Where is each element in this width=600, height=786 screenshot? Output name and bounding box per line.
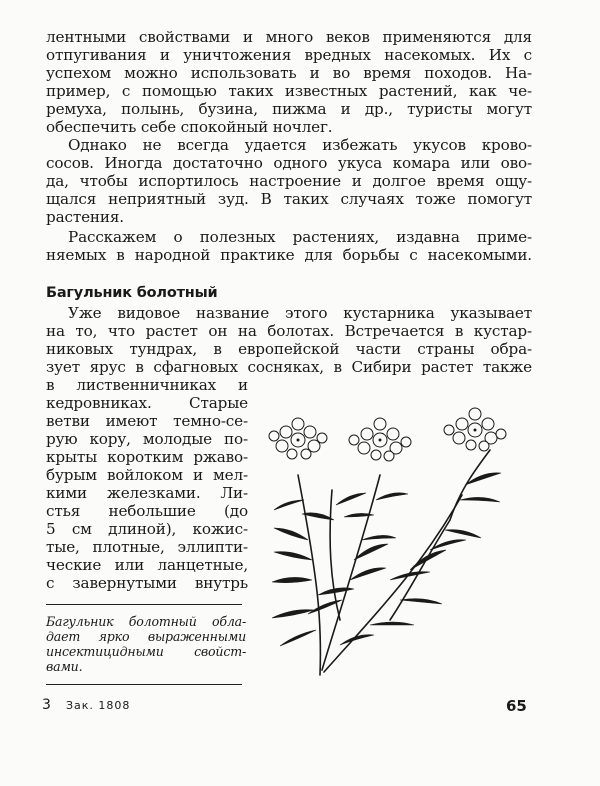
text-line: ветви имеют темно-се-	[46, 412, 248, 430]
text-line: крыты коротким ржаво-	[46, 448, 248, 466]
text-line: никовых тундрах, в европейской части страны обра-	[46, 340, 532, 358]
text-line: Однако не всегда удается избежать укусов крово-	[68, 136, 532, 154]
text-line: ческие или ланцетные,	[46, 556, 248, 574]
text-line: кедровниках. Старые	[46, 394, 248, 412]
text-line: обеспечить себе спокойный ночлег.	[46, 118, 333, 136]
signature-text: Зак. 1808	[66, 699, 131, 712]
caption-line: дает ярко выраженными	[46, 629, 246, 644]
footer-rule	[46, 684, 242, 685]
text-line: отпугивания и уничтожения вредных насекомых. Их с	[46, 46, 532, 64]
section-heading: Багульник болотный	[46, 285, 218, 301]
text-line: растения.	[46, 208, 124, 226]
page-number: 65	[506, 697, 527, 715]
text-line: успехом можно использовать и во время походов. На-	[46, 64, 532, 82]
text-line: стья небольшие (до	[46, 502, 248, 520]
text-line: да, чтобы испортилось настроение и долгое время ощу-	[46, 172, 532, 190]
caption-line: Багульник болотный обла-	[46, 614, 246, 629]
text-line: бурым войлоком и мел-	[46, 466, 248, 484]
caption-line: инсектицидными свойст-	[46, 644, 246, 659]
text-line: няемых в народной практике для борьбы с насекомыми.	[46, 246, 532, 264]
text-line: тые, плотные, эллипти-	[46, 538, 248, 556]
text-line: в лиственничниках и	[46, 376, 248, 394]
text-line: зует ярус в сфагновых сосняках, в Сибири растет также	[46, 358, 532, 376]
text-line: рую кору, молодые по-	[46, 430, 248, 448]
text-line: на то, что растет он на болотах. Встречается в кустар-	[46, 322, 532, 340]
text-line: с завернутыми внутрь	[46, 574, 248, 592]
text-line: щался неприятный зуд. В таких случаях тоже помогут	[46, 190, 532, 208]
text-line: лентными свойствами и много веков применяются для	[46, 28, 532, 46]
text-line: Уже видовое название этого кустарника указывает	[68, 304, 532, 322]
caption-line: вами.	[46, 659, 83, 674]
text-line: кими железками. Ли-	[46, 484, 248, 502]
signature-number: 3	[42, 697, 51, 713]
text-line: пример, с помощью таких известных растений, как че-	[46, 82, 532, 100]
text-line: сосов. Иногда достаточно одного укуса комара или ово-	[46, 154, 532, 172]
caption-top-rule	[46, 604, 242, 605]
text-line: 5 см длиной), кожис-	[46, 520, 248, 538]
text-line: Расскажем о полезных растениях, издавна приме-	[68, 228, 532, 246]
text-line: ремуха, полынь, бузина, пижма и др., туристы могут	[46, 100, 532, 118]
ledum-plant-illustration-icon	[250, 380, 535, 680]
